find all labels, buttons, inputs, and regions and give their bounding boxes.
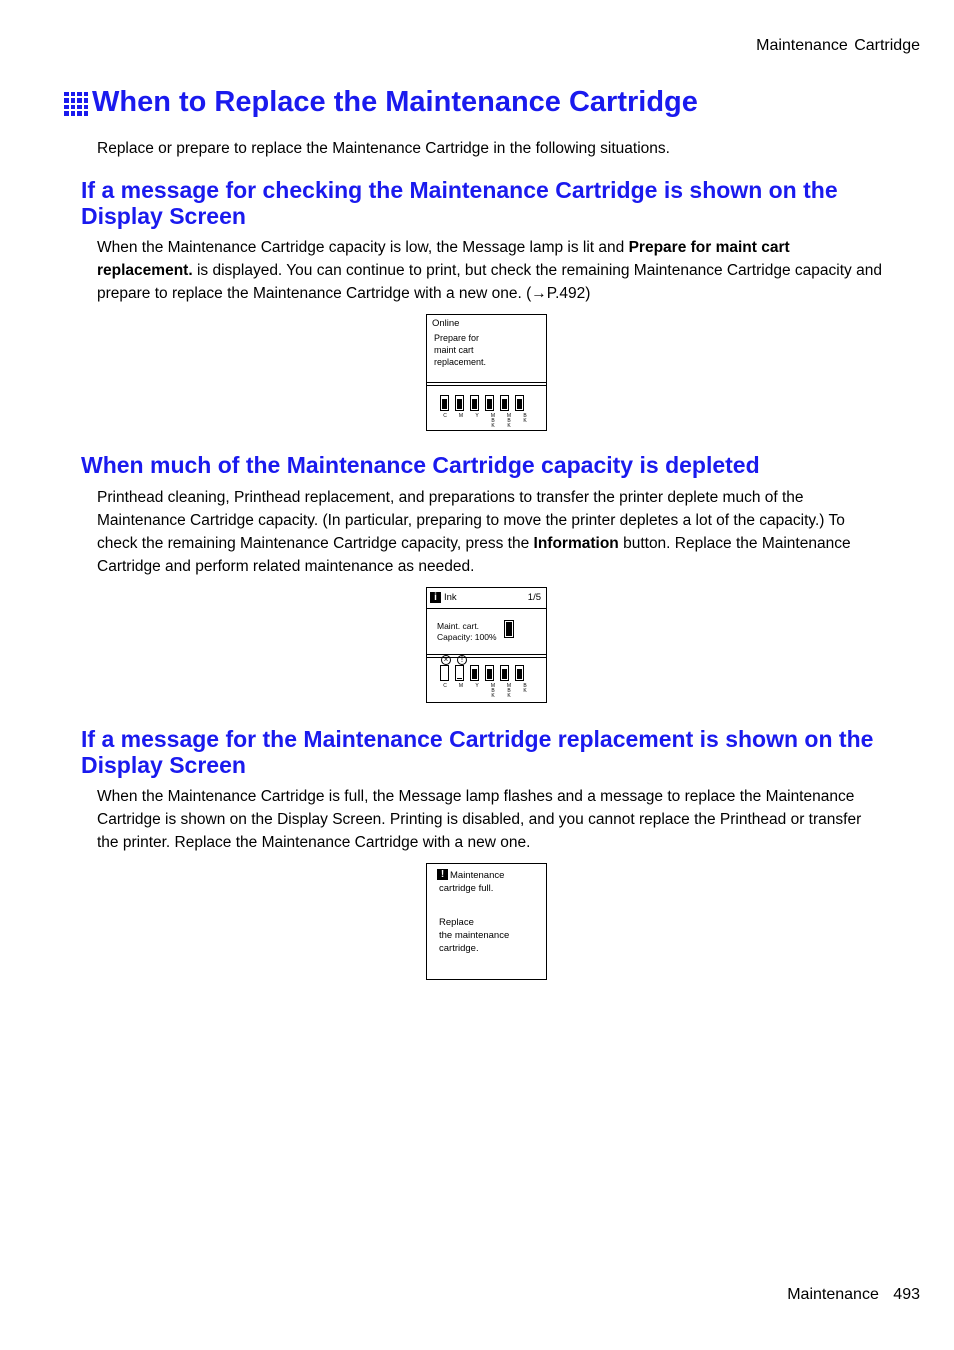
grid-icon xyxy=(64,92,88,116)
section-3-heading: If a message for the Maintenance Cartridge replacement is shown on the Display Screen xyxy=(81,726,874,778)
page-footer xyxy=(787,1286,920,1304)
section-2-heading: When much of the Maintenance Cartridge capacity is depleted xyxy=(81,452,760,478)
display-screen-check xyxy=(426,314,547,431)
display-screen-ink-info xyxy=(426,587,547,703)
ink-cartridge-labels xyxy=(440,414,530,429)
ink-cartridge-icon xyxy=(485,665,494,681)
ink-cartridge-label: B K xyxy=(523,683,527,694)
message-text: Prepare for maint cart replacement. xyxy=(97,239,790,279)
ink-cartridge-icon xyxy=(470,665,479,681)
ink-cartridge-label: M B K xyxy=(490,683,496,699)
ink-cartridge-label: C xyxy=(443,683,447,689)
section-1-heading: If a message for checking the Maintenance Cartridge is shown on the Display Screen xyxy=(81,177,838,229)
running-header: Maintenance Cartridge xyxy=(756,37,920,54)
ink-cartridge-label: C xyxy=(443,413,447,419)
ink-cartridge-icon xyxy=(500,395,509,411)
section-3-paragraph: When the Maintenance Cartridge is full, the Message lamp flashes and a message to replace the Maintenance Cartridge is shown on the Display Screen. Printing is disabled, and you cannot replace the Printhead or transfer the printer. Replace the Maintenance Cartridge with a new one. xyxy=(97,788,862,851)
ink-cartridge-label: M B K xyxy=(506,413,512,429)
ink-cartridge-label: Y xyxy=(475,683,479,689)
ink-cartridge-label: M xyxy=(458,683,464,689)
status-text: Online xyxy=(432,318,460,329)
footer-section: Maintenance xyxy=(787,1286,879,1303)
lcd-message: Prepare for maint cart replacement. xyxy=(434,333,487,367)
lcd-message-full: Maintenance cartridge full. xyxy=(439,870,505,894)
section-1-paragraph: When the Maintenance Cartridge capacity is low, the Message lamp is lit and Prepare for maint cart replacement. is displayed. You can continue to print, but check the remaining Maintenance Cartridge capacity and prepare to replace the Maintenance Cartridge with a new one. (→P.492) xyxy=(97,239,882,302)
info-icon: i xyxy=(430,592,441,603)
ink-cartridge-icon xyxy=(455,395,464,411)
ink-cartridge-icon xyxy=(515,395,524,411)
section-2-paragraph: Printhead cleaning, Printhead replacement, and preparations to transfer the printer deplete much of the Maintenance Cartridge capacity. (In particular, preparing to move the printer depletes a lot of the capacity.) To check the remaining Maintenance Cartridge capacity, press the Information button. Replace the Maintenance Cartridge and perform related maintenance as needed. xyxy=(97,489,851,575)
ink-cartridge-levels xyxy=(440,395,524,411)
ink-header: Ink xyxy=(444,592,457,603)
ink-cartridge-label: B K xyxy=(523,413,527,424)
ink-cartridge-label: M xyxy=(458,413,464,419)
display-screen-full xyxy=(426,863,547,980)
ink-cartridge-levels xyxy=(440,665,524,681)
ink-cartridge-icon xyxy=(515,665,524,681)
ink-cartridge-icon xyxy=(500,665,509,681)
ink-cartridge-icon xyxy=(440,395,449,411)
error-icon: × xyxy=(441,655,451,665)
warning-icon: ! xyxy=(437,869,448,880)
ink-cartridge-labels xyxy=(440,684,530,699)
ink-cartridge-icon xyxy=(455,665,464,681)
page-title xyxy=(64,86,698,119)
capacity-info: Maint. cart. Capacity: 100% xyxy=(437,621,497,642)
page-number: 493 xyxy=(893,1286,920,1303)
ink-cartridge-icon xyxy=(440,665,449,681)
ink-cartridge-icon xyxy=(470,395,479,411)
information-button-name: Information xyxy=(533,535,619,552)
warning-icon: ! xyxy=(457,655,467,665)
ink-cartridge-label: Y xyxy=(475,413,479,419)
ink-cartridge-label: M B K xyxy=(490,413,496,429)
maintenance-cartridge-icon xyxy=(504,620,514,638)
lcd-message-replace: Replace the maintenance cartridge. xyxy=(439,917,510,954)
ink-cartridge-icon xyxy=(485,395,494,411)
intro-paragraph: Replace or prepare to replace the Maintenance Cartridge in the following situations. xyxy=(97,140,670,157)
ink-cartridge-label: M B K xyxy=(506,683,512,699)
page-title-text: When to Replace the Maintenance Cartridge xyxy=(92,86,698,118)
page-indicator: 1/5 xyxy=(527,592,541,603)
